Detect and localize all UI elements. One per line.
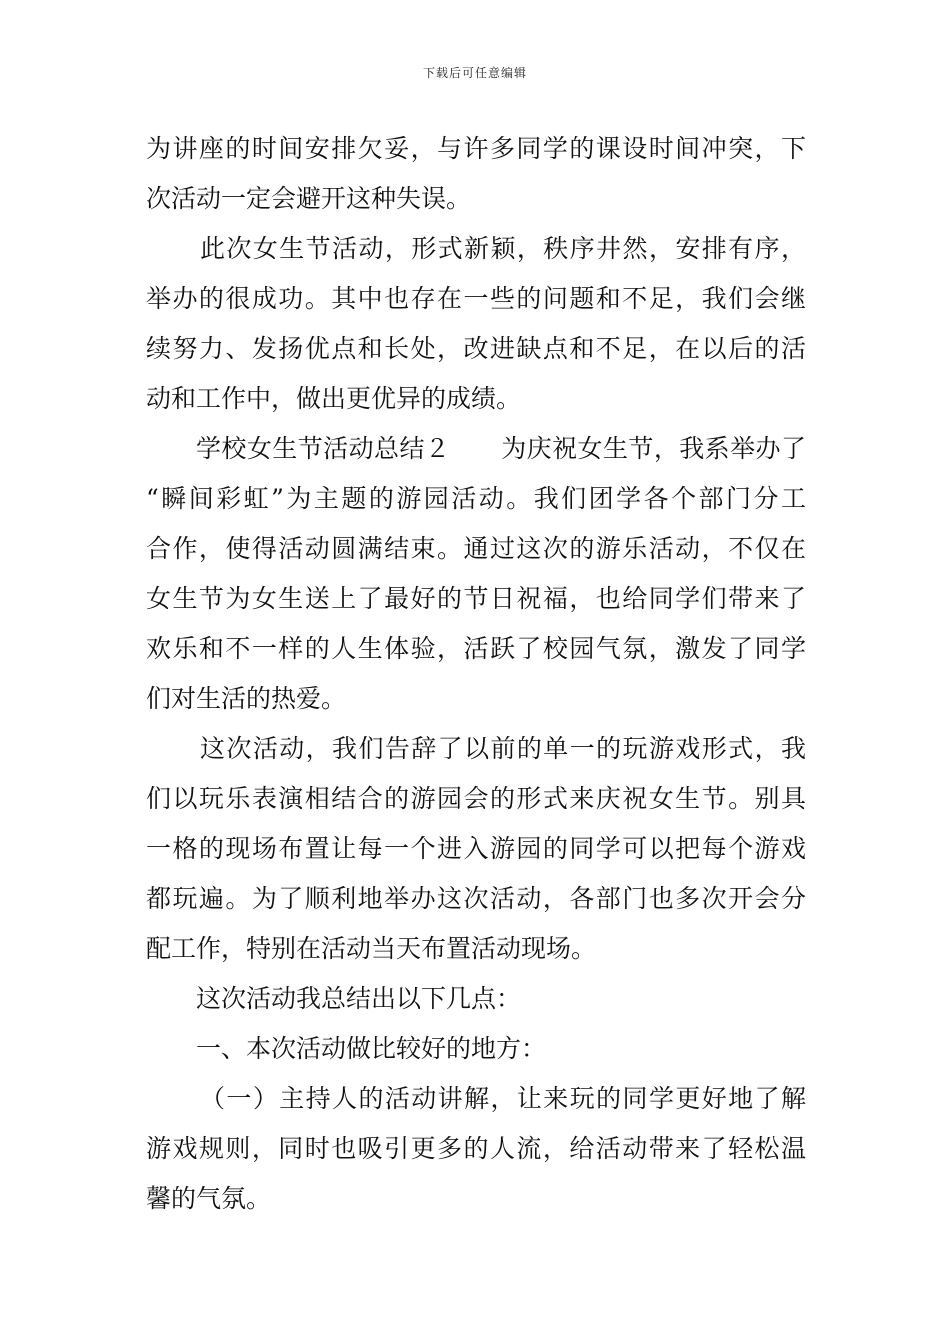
text-line: 续努力、发扬优点和长处，改进缺点和不足，在以后的活 [146, 334, 806, 363]
text-line: 配工作，特别在活动当天布置活动现场。 [146, 934, 597, 963]
text-line: 馨的气氛。 [146, 1184, 272, 1213]
text-line: 为讲座的时间安排欠妥，与许多同学的课设时间冲突，下 [146, 134, 806, 163]
document-body [146, 124, 806, 1224]
text-line: 此次女生节活动，形式新颖，秩序井然，安排有序， [200, 234, 806, 263]
page-header: 下载后可任意编辑 [422, 66, 527, 80]
text-line: 们对生活的热爱。 [146, 684, 347, 713]
text-line: 女生节为女生送上了最好的节日祝福，也给同学们带来了 [146, 584, 806, 613]
text-line: 动和工作中，做出更优异的成绩。 [146, 384, 522, 413]
text-line: 一格的现场布置让每一个进入游园的同学可以把每个游戏 [146, 834, 806, 863]
text-line: 一、本次活动做比较好的地方： [196, 1034, 547, 1063]
text-line: 次活动一定会避开这种失误。 [146, 184, 472, 213]
text-line: 合作，使得活动圆满结束。通过这次的游乐活动，不仅在 [146, 534, 806, 563]
text-line: 学校女生节活动总结２ 为庆祝女生节，我系举办了 [196, 434, 806, 463]
text-line: 欢乐和不一样的人生体验，活跃了校园气氛，激发了同学 [146, 634, 806, 663]
text-line: 们以玩乐表演相结合的游园会的形式来庆祝女生节。别具 [146, 784, 806, 813]
text-line: （一）主持人的活动讲解，让来玩的同学更好地了解 [200, 1084, 806, 1113]
text-line: 这次活动，我们告辞了以前的单一的玩游戏形式，我 [200, 734, 806, 763]
text-line: 游戏规则，同时也吸引更多的人流，给活动带来了轻松温 [146, 1134, 806, 1163]
text-line: 这次活动我总结出以下几点： [196, 984, 522, 1013]
text-line: 举办的很成功。其中也存在一些的问题和不足，我们会继 [146, 284, 806, 313]
text-line: “瞬间彩虹”为主题的游园活动。我们团学各个部门分工 [146, 484, 806, 513]
text-line: 都玩遍。为了顺利地举办这次活动，各部门也多次开会分 [146, 884, 806, 913]
